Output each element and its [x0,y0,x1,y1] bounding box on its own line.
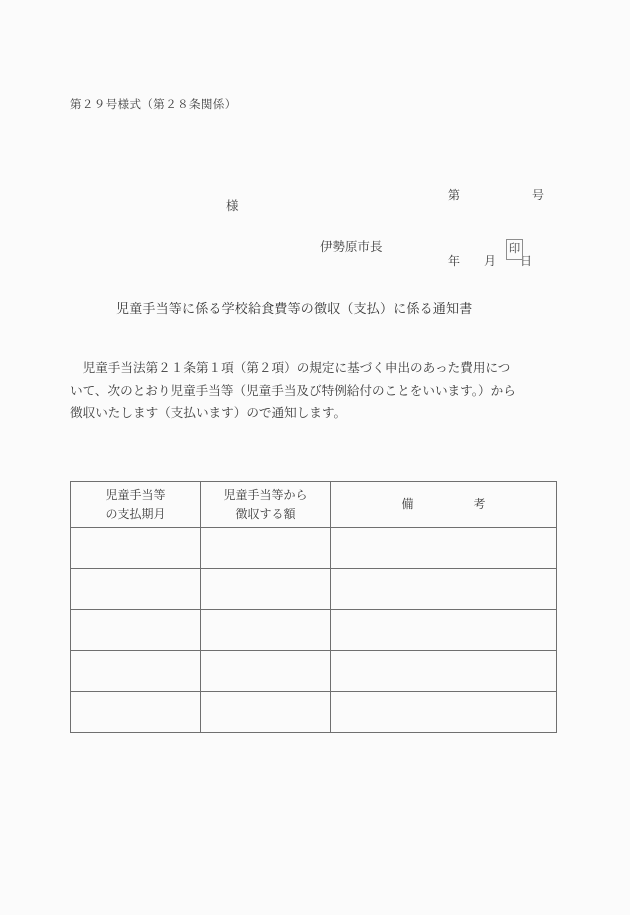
table-row [71,610,557,651]
body-line-1: 児童手当法第２１条第１項（第２項）の規定に基づく申出のあった費用につ [70,361,511,375]
header-collected-amount-line1: 児童手当等から [223,487,308,502]
header-collected-amount-line2: 徴収する額 [235,506,296,521]
document-meta-block [448,140,544,316]
cell-collected-amount[interactable] [201,528,331,569]
cell-collected-amount[interactable] [201,651,331,692]
header-payment-month-line2: の支払期月 [105,506,166,521]
issuer-name: 伊勢原市長 [320,240,383,254]
body-paragraph [70,357,562,425]
form-number-label: 第２９号様式（第２８条関係） [70,99,237,111]
cell-payment-month[interactable] [71,692,201,733]
cell-remarks[interactable] [331,569,557,610]
cell-collected-amount[interactable] [201,692,331,733]
table-row [71,692,557,733]
body-line-3: 徴収いたします（支払います）ので通知します。 [70,406,347,420]
cell-remarks[interactable] [331,528,557,569]
document-title: 児童手当等に係る学校給食費等の徴収（支払）に係る通知書 [116,301,473,316]
table-row [71,528,557,569]
cell-payment-month[interactable] [71,569,201,610]
table-header-collected-amount [201,482,331,528]
cell-remarks[interactable] [331,692,557,733]
addressee-honorific: 様 [226,199,239,213]
table-header-row [71,482,557,528]
table-header-payment-month [71,482,201,528]
header-remarks-label: 備 考 [401,497,486,511]
table-row [71,651,557,692]
document-number-line: 第 号 [448,188,545,202]
table-row [71,569,557,610]
table-header-remarks [331,482,557,528]
header-payment-month-line1: 児童手当等 [105,487,166,502]
cell-remarks[interactable] [331,651,557,692]
document-date-line: 年 月 日 [448,254,533,268]
cell-payment-month[interactable] [71,651,201,692]
cell-remarks[interactable] [331,610,557,651]
cell-payment-month[interactable] [71,528,201,569]
cell-collected-amount[interactable] [201,610,331,651]
cell-collected-amount[interactable] [201,569,331,610]
cell-payment-month[interactable] [71,610,201,651]
seal-stamp-box: 印 [506,239,523,260]
body-line-2: いて、次のとおり児童手当等（児童手当及び特例給付のことをいいます。）から [70,383,516,398]
collection-table [70,481,557,733]
